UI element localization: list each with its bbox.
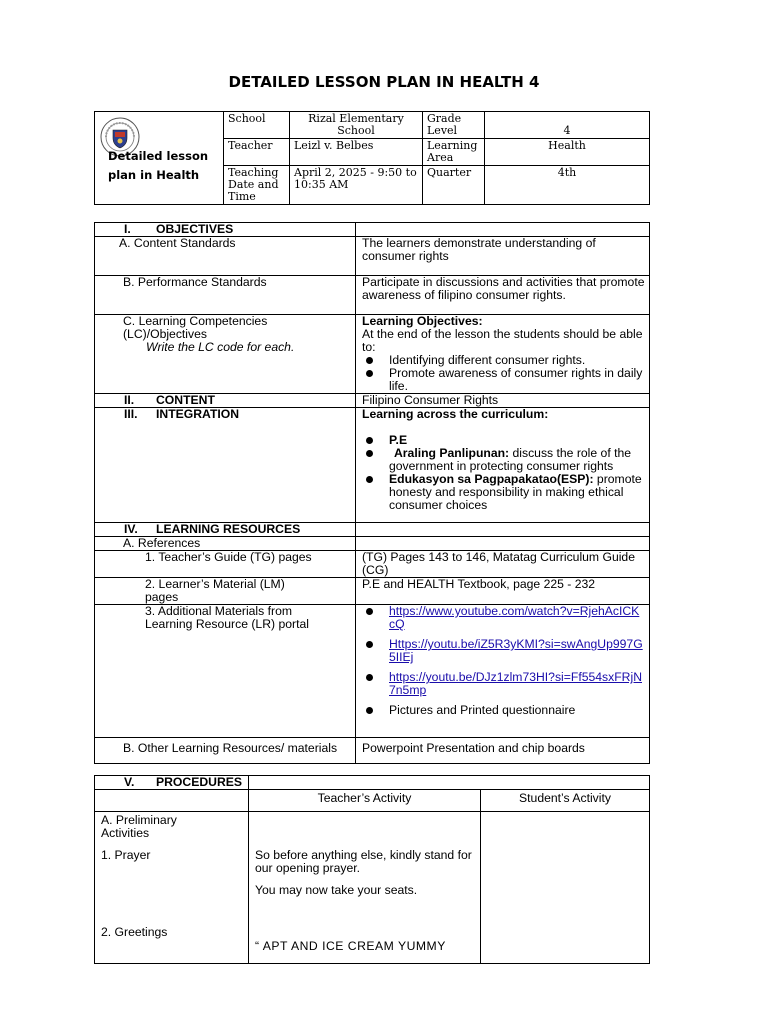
- competencies-label: C. Learning Competencies (LC)/Objectives Write the LC code for each.: [95, 315, 356, 394]
- teacher-activity-header: Teacher’s Activity: [249, 790, 481, 812]
- performance-standards-value: Participate in discussions and activities that promote awareness of filipino consumer rights.: [356, 276, 650, 315]
- prayer-instruction: So before anything else, kindly stand for our opening prayer.: [255, 848, 472, 875]
- content-value: Filipino Consumer Rights: [356, 394, 650, 408]
- grade-value: 4: [485, 112, 650, 139]
- preliminary-cell: [95, 812, 249, 964]
- header-title-cell: [95, 112, 224, 205]
- other-resources-value: Powerpoint Presentation and chip boards: [356, 738, 650, 764]
- lm-value: P.E and HEALTH Textbook, page 225 - 232: [356, 578, 650, 605]
- student-activity-cell: [481, 812, 650, 964]
- seats-instruction: You may now take your seats.: [255, 883, 418, 897]
- references-label: A. References: [95, 537, 356, 551]
- section-objectives: I. OBJECTIVES: [95, 223, 650, 237]
- section-procedures: V. PROCEDURES: [95, 776, 650, 790]
- header-table: [94, 111, 650, 205]
- objective-item: Promote awareness of consumer rights in daily life.: [362, 367, 646, 393]
- integration-ap: Araling Panlipunan: discuss the role of the government in protecting consumer rights: [362, 447, 646, 473]
- area-label: Learning Area: [423, 139, 485, 166]
- procedures-table: [94, 775, 650, 964]
- prayer-label: 1. Prayer: [101, 848, 151, 862]
- tg-value: (TG) Pages 143 to 146, Matatag Curriculum Guide (CG): [356, 551, 650, 578]
- pictures-item: Pictures and Printed questionnaire: [362, 704, 643, 717]
- school-value: Rizal Elementary School: [290, 112, 423, 139]
- document-title: DETAILED LESSON PLAN IN HEALTH 4: [228, 73, 540, 91]
- student-activity-header: Student’s Activity: [481, 790, 650, 812]
- date-value: April 2, 2025 - 9:50 to 10:35 AM: [290, 166, 423, 205]
- preliminary-label: A. Preliminary Activities: [101, 813, 177, 840]
- performance-standards-label: B. Performance Standards: [95, 276, 356, 315]
- integration-pe: P.E: [362, 434, 646, 447]
- school-label: School: [224, 112, 290, 139]
- greeting-chant: “ APT AND ICE CREAM YUMMY: [255, 939, 446, 953]
- section-integration: III. INTEGRATION Learning across the curriculum: P.E Araling Panlipunan: discuss the role of the government in protecting consumer rights Edukasyon sa Pagpapakatao(ESP): promote honesty and responsibility in making ethical consumer choices: [95, 408, 650, 523]
- teacher-label: Teacher: [224, 139, 290, 166]
- learning-objectives: Learning Objectives: At the end of the lesson the students should be able to: Identifying different consumer rights. Promote awareness of consumer rights in daily life.: [356, 315, 650, 394]
- teacher-activity-cell: [249, 812, 481, 964]
- section-resources: IV. LEARNING RESOURCES: [95, 523, 650, 537]
- area-value: Health: [485, 139, 650, 166]
- additional-materials-value: [356, 605, 650, 738]
- resource-link-item: [362, 638, 643, 664]
- tg-label: 1. Teacher’s Guide (TG) pages: [95, 551, 356, 578]
- greetings-label: 2. Greetings: [101, 925, 168, 939]
- integration-esp: Edukasyon sa Pagpapakatao(ESP): promote honesty and responsibility in making ethical consumer choices: [362, 473, 646, 512]
- resource-link-item: [362, 671, 643, 697]
- date-label: Teaching Date and Time: [224, 166, 290, 205]
- lesson-table: [94, 222, 650, 764]
- content-standards-value: The learners demonstrate understanding of consumer rights: [356, 237, 650, 276]
- quarter-label: Quarter: [423, 166, 485, 205]
- section-content: II. CONTENT Filipino Consumer Rights: [95, 394, 650, 408]
- content-standards-label: A. Content Standards: [95, 237, 356, 276]
- resource-link-2[interactable]: Https://youtu.be/iZ5R3yKMI?si=swAngUp997G5IIEj: [389, 637, 643, 664]
- quarter-value: 4th: [485, 166, 650, 205]
- resource-link-3[interactable]: https://youtu.be/DJz1zlm73HI?si=Ff554sxFRjN7n5mp: [389, 670, 642, 697]
- resource-link-item: [362, 605, 643, 631]
- grade-label: Grade Level: [423, 112, 485, 139]
- lm-label: 2. Learner’s Material (LM) pages: [95, 578, 356, 605]
- header-left-title: Detailed lesson plan in Health: [108, 149, 209, 182]
- other-resources-label: B. Other Learning Resources/ materials: [95, 738, 356, 764]
- additional-materials-label: 3. Additional Materials from Learning Resource (LR) portal: [95, 605, 356, 738]
- resource-link-1[interactable]: https://www.youtube.com/watch?v=RjehAcICKcQ: [389, 604, 640, 631]
- objective-item: Identifying different consumer rights.: [362, 354, 646, 367]
- teacher-value: Leizl v. Belbes: [290, 139, 423, 166]
